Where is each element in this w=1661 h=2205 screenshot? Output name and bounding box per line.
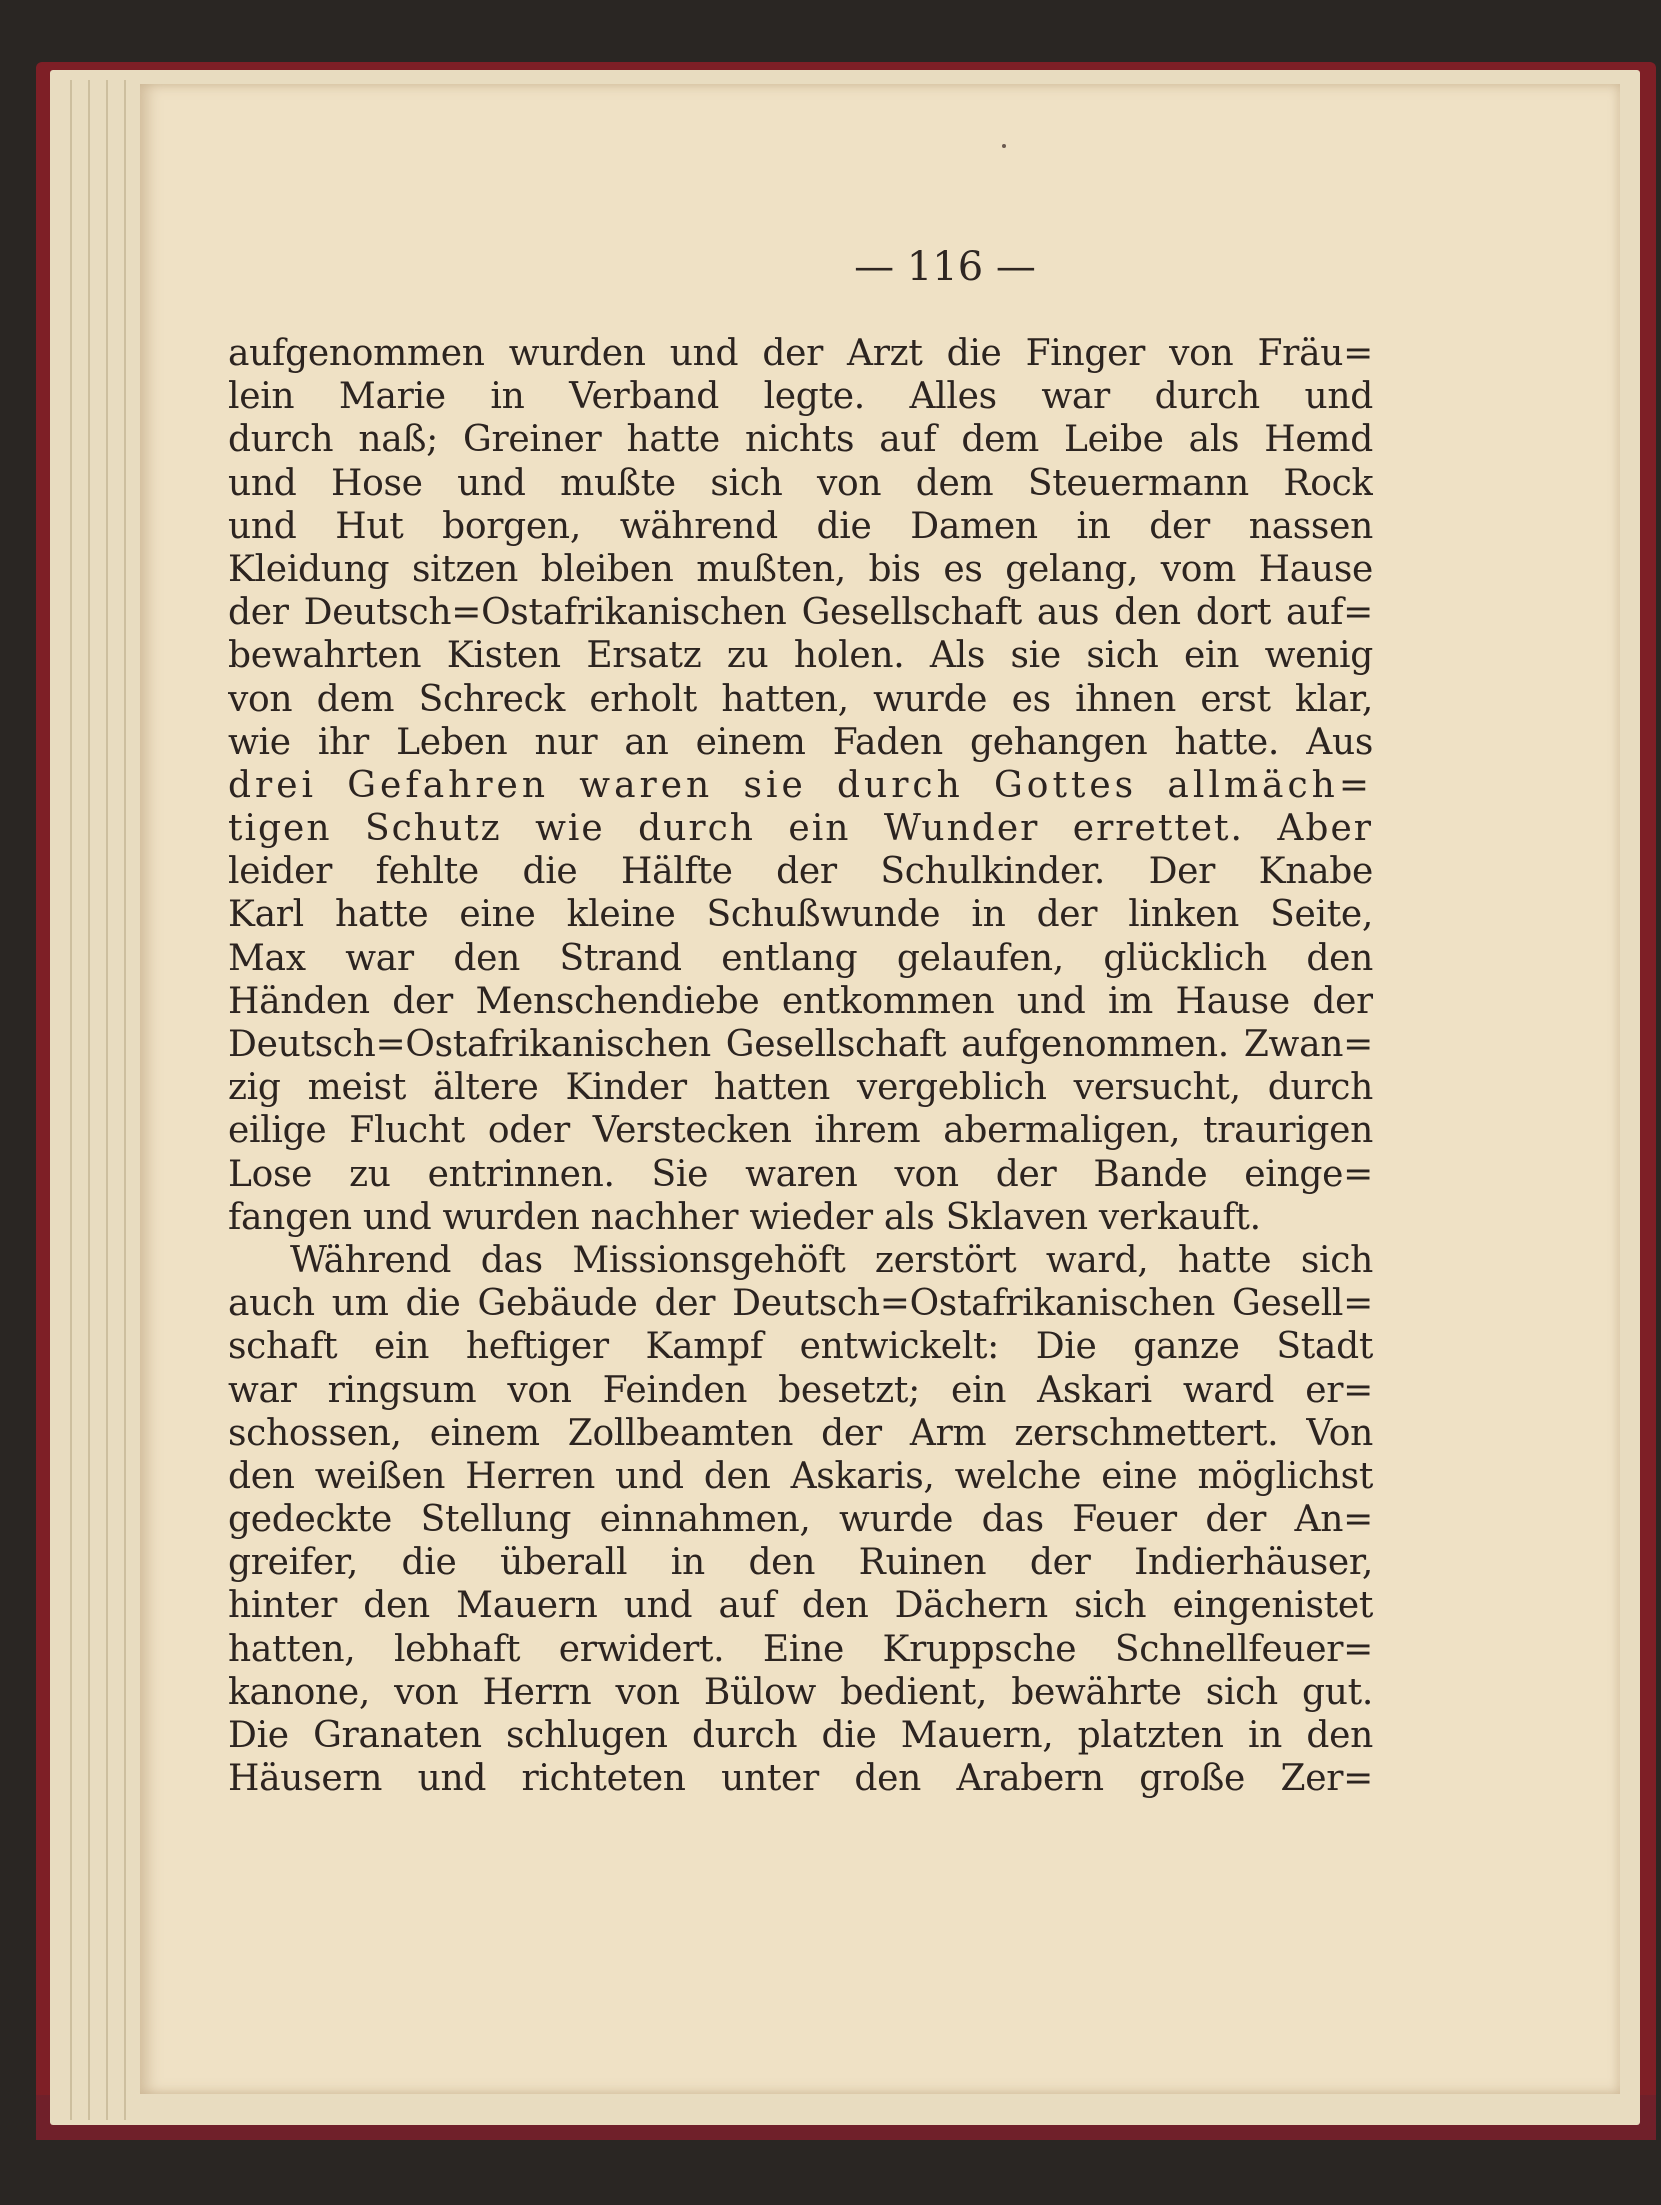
text-line: gedeckte Stellung einnahmen, wurde das Feuer der An=	[228, 1499, 1373, 1541]
text-line: Lose zu entrinnen. Sie waren von der Bande einge=	[228, 1153, 1373, 1195]
text-line: Die Granaten schlugen durch die Mauern, platzten in den	[228, 1715, 1373, 1756]
page-edge-line	[88, 80, 90, 2120]
text-line: kanone, von Herrn von Bülow bedient, bewährte sich gut.	[228, 1671, 1373, 1713]
text-line: Während das Missionsgehöft zerstört ward, hatte sich	[290, 1239, 1373, 1281]
text-line: greifer, die überall in den Ruinen der Indierhäuser,	[228, 1542, 1373, 1584]
text-line: Kleidung sitzen bleiben mußten, bis es gelang, vom Hause	[228, 548, 1373, 590]
text-line: Händen der Menschendiebe entkommen und im Hause der	[228, 980, 1373, 1022]
text-line: auch um die Gebäude der Deutsch=Ostafrikanischen Gesell=	[228, 1283, 1373, 1325]
page-edge-line	[106, 80, 108, 2120]
text-line: Häusern und richteten unter den Arabern große Zer=	[228, 1758, 1373, 1800]
text-line: wie ihr Leben nur an einem Faden gehangen hatte. Aus	[228, 721, 1373, 763]
text-line: Karl hatte eine kleine Schußwunde in der linken Seite,	[228, 894, 1373, 936]
text-line: schaft ein heftiger Kampf entwickelt: Die ganze Stadt	[228, 1326, 1373, 1368]
text-line: war ringsum von Feinden besetzt; ein Askari ward er=	[228, 1369, 1373, 1411]
page-edge-line	[124, 80, 126, 2120]
text-line: fangen und wurden nachher wieder als Sklaven verkauft.	[228, 1196, 1261, 1238]
text-line: Deutsch=Ostafrikanischen Gesellschaft aufgenommen. Zwan=	[228, 1024, 1373, 1065]
text-line: von dem Schreck erholt hatten, wurde es ihnen erst klar,	[228, 678, 1373, 720]
page-edge-line	[70, 80, 72, 2120]
text-line: eilige Flucht oder Verstecken ihrem abermaligen, traurigen	[228, 1110, 1373, 1152]
text-line: drei Gefahren waren sie durch Gottes allmäch=	[228, 764, 1373, 806]
text-line: und Hose und mußte sich von dem Steuermann Rock	[228, 462, 1373, 504]
text-line: leider fehlte die Hälfte der Schulkinder. Der Knabe	[228, 851, 1373, 893]
text-line: lein Marie in Verband legte. Alles war durch und	[228, 376, 1373, 418]
page-number: — 116 —	[854, 244, 1036, 290]
page-text-block	[228, 332, 1373, 1800]
text-line: schossen, einem Zollbeamten der Arm zerschmettert. Von	[228, 1412, 1373, 1454]
text-line: durch naß; Greiner hatte nichts auf dem Leibe als Hemd	[228, 419, 1373, 461]
text-line: hatten, lebhaft erwidert. Eine Kruppsche Schnellfeuer=	[228, 1628, 1373, 1670]
text-line: der Deutsch=Ostafrikanischen Gesellschaft aus den dort auf=	[228, 592, 1373, 634]
text-line: aufgenommen wurden und der Arzt die Finger von Fräu=	[228, 333, 1373, 374]
text-line: und Hut borgen, während die Damen in der nassen	[228, 505, 1373, 547]
text-line: bewahrten Kisten Ersatz zu holen. Als sie sich ein wenig	[228, 635, 1373, 677]
text-line: Max war den Strand entlang gelaufen, glücklich den	[228, 937, 1373, 979]
text-line: tigen Schutz wie durch ein Wunder errettet. Aber	[228, 808, 1373, 850]
text-line: hinter den Mauern und auf den Dächern sich eingenistet	[228, 1585, 1373, 1627]
text-line: den weißen Herren und den Askaris, welche eine möglichst	[228, 1455, 1373, 1497]
text-line: zig meist ältere Kinder hatten vergeblich versucht, durch	[228, 1067, 1373, 1109]
page-speck	[1002, 144, 1006, 148]
